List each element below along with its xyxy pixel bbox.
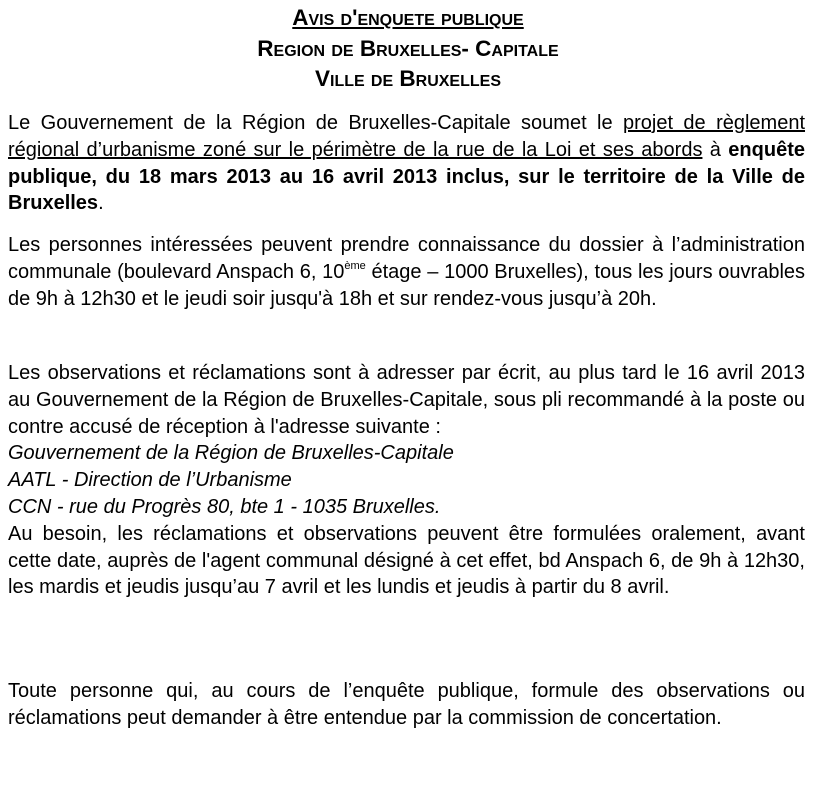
inquiry-period: enquête publique, du 18 mars 2013 au 16 avril 2013 inclus, sur le territoire de la Ville de Bruxelles bbox=[8, 138, 805, 215]
hearing-text: Toute personne qui, au cours de l’enquête publique, formule des observations ou réclamations peut demander à être entendue par la commission de concertation. bbox=[8, 680, 805, 729]
address-line-1: Gouvernement de la Région de Bruxelles-Capitale bbox=[8, 442, 454, 465]
paragraph-consultation bbox=[8, 232, 805, 312]
address-line-3: CCN - rue du Progrès 80, bte 1 - 1035 Bruxelles. bbox=[8, 495, 441, 518]
address-line-2: AATL - Direction de l’Urbanisme bbox=[8, 469, 292, 492]
project-reference: projet de règlement régional d’urbanisme zoné sur le périmètre de la rue de la Loi et ses abords bbox=[8, 112, 806, 161]
notice-title: Avis d'enquete publique bbox=[292, 5, 524, 30]
consultation-hours: étage – 1000 Bruxelles), tous les jours ouvrables de 9h à 12h30 et le jeudi soir jusqu'à 18h et sur rendez-vous jusqu’à 20h. bbox=[8, 260, 806, 310]
consultation-text: Les personnes intéressées peuvent prendre connaissance du dossier à l’administration communale (boulevard Anspach 6, 10 bbox=[8, 234, 805, 283]
announcement-text: Le Gouvernement de la Région de Bruxelles-Capitale soumet le bbox=[8, 112, 623, 134]
announcement-connector: à bbox=[702, 138, 729, 161]
paragraph-hearing bbox=[8, 678, 805, 732]
observations-text: Les observations et réclamations sont à adresser par écrit, au plus tard le 16 avril 2013 au Gouvernement de la Région de Bruxelles-Capitale, sous pli recommandé à la poste ou contre accusé de réception à l'adresse suivante : bbox=[8, 362, 805, 438]
paragraph-observations bbox=[8, 360, 805, 601]
notice-region: Region de Bruxelles- Capitale bbox=[257, 35, 559, 61]
floor-ordinal: ème bbox=[344, 259, 366, 272]
notice-city: Ville de Bruxelles bbox=[315, 66, 501, 91]
paragraph-announcement bbox=[8, 110, 805, 217]
announcement-end: . bbox=[98, 192, 104, 215]
oral-observations-text: Au besoin, les réclamations et observations peuvent être formulées oralement, avant cette date, auprès de l'agent communal désigné à cet effet, bd Anspach 6, de 9h à 12h30, les mardis et jeudis jusqu’au 7 avril et les lundis et jeudis à partir du 8 avril. bbox=[8, 522, 805, 599]
